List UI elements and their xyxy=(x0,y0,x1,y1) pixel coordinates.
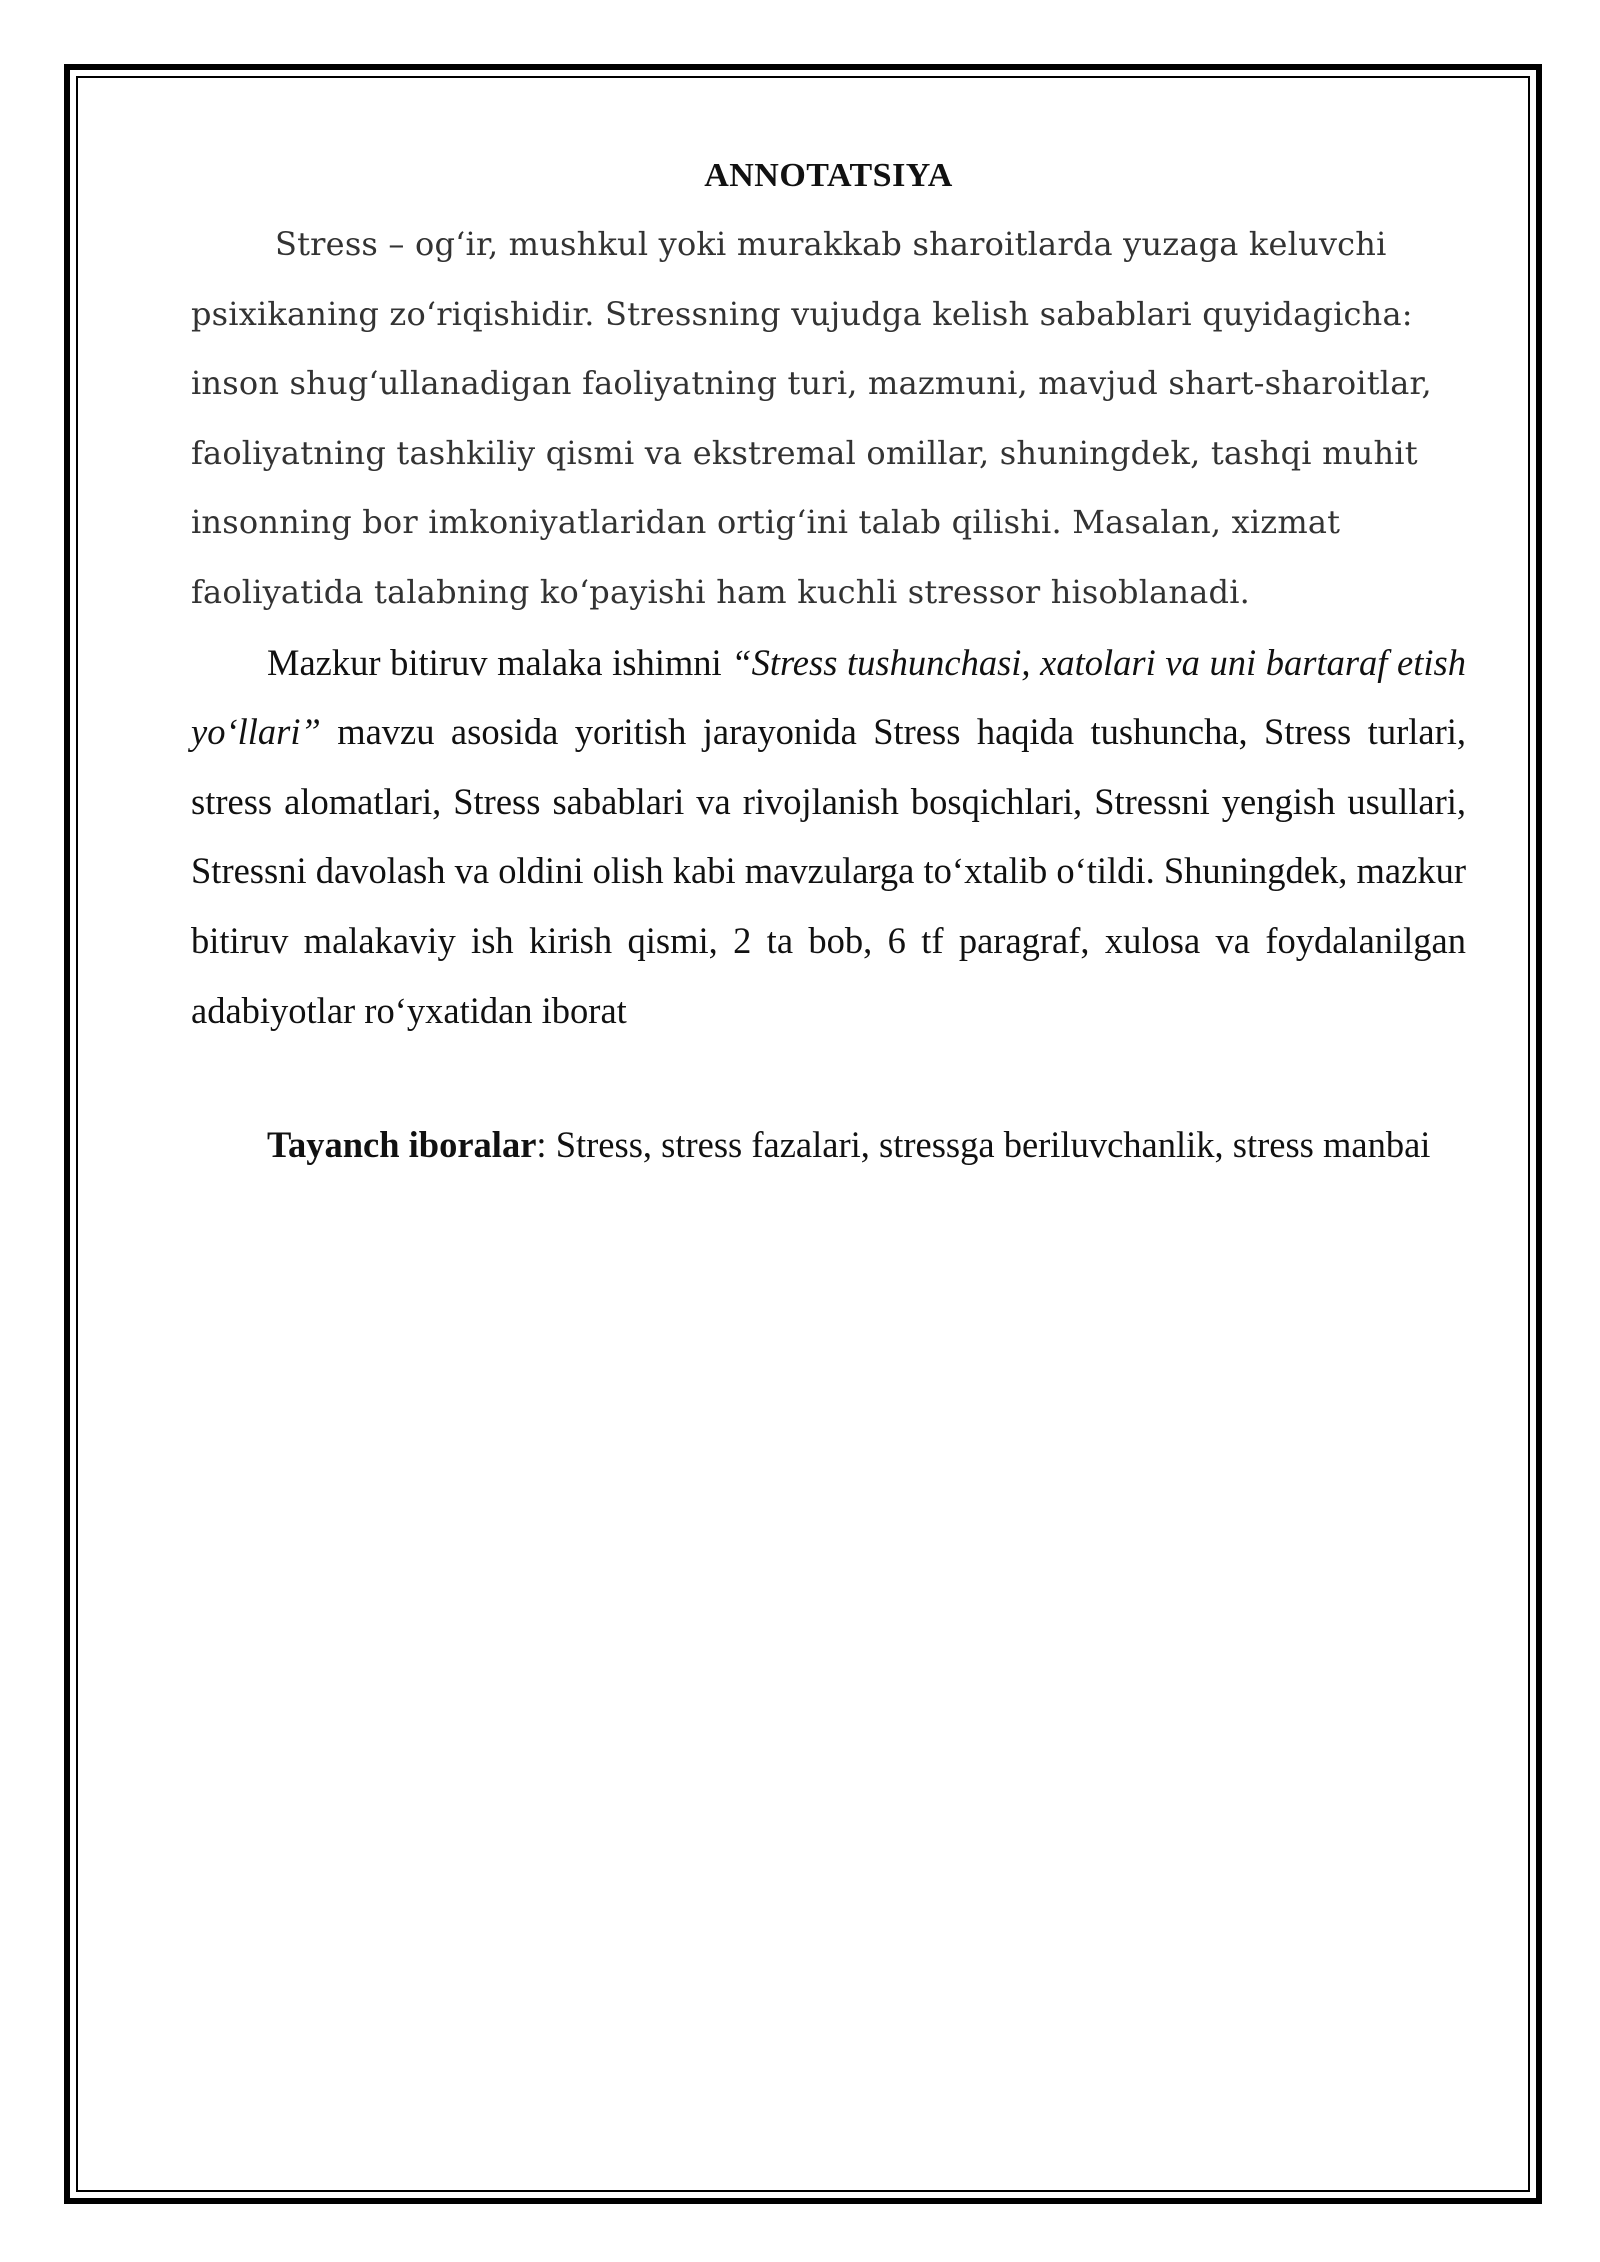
thesis-body-text: mavzu asosida yoritish jarayonida Stress haqida tushuncha, Stress turlari, stress alomatlari, Stress sabablari va rivojlanish bosqichlari, Stressni yengish usullari, Stressni davolash va oldini olish kabi mavzularga to‘xtalib o‘tildi. Shuningdek, mazkur bitiruv malakaviy ish kirish qismi, 2 ta bob, 6 tf paragraf, xulosa va foydalanilgan adabiyotlar ro‘yxatidan iborat xyxy=(191,711,1466,1031)
thesis-topic-title: “Stress tushunchasi, xatolari va uni bartaraf etish yo‘llari” xyxy=(191,641,1466,753)
thesis-intro-text: Mazkur bitiruv malaka ishimni xyxy=(267,641,732,683)
keywords-separator: : xyxy=(536,1124,556,1166)
paragraph-stress-definition: Stress – og‘ir, mushkul yoki murakkab sharoitlarda yuzaga keluvchi psixikaning zo‘riqishidir. Stressning vujudga kelish sabablari quyidagicha: inson shug‘ullanadigan faoliyatning turi, mazmuni, mavjud shart-sharoitlar, faoliyatning tashkiliy qismi va ekstremal omillar, shuningdek, tashqi muhit insonning bor imkoniyatlaridan ortig‘ini talab qilishi. Masalan, xizmat faoliyatida talabning ko‘payishi ham kuchli stressor hisoblanadi. xyxy=(191,225,1432,611)
paragraph-thesis-summary xyxy=(191,628,1466,1046)
keywords-label: Tayanch iboralar xyxy=(267,1124,537,1166)
document-title: ANNOTATSIYA xyxy=(704,157,953,194)
document-body xyxy=(191,150,1466,1167)
keywords-paragraph xyxy=(191,1123,1466,1167)
keywords-list: Stress, stress fazalari, stressga beriluvchanlik, stress manbai xyxy=(555,1124,1431,1166)
